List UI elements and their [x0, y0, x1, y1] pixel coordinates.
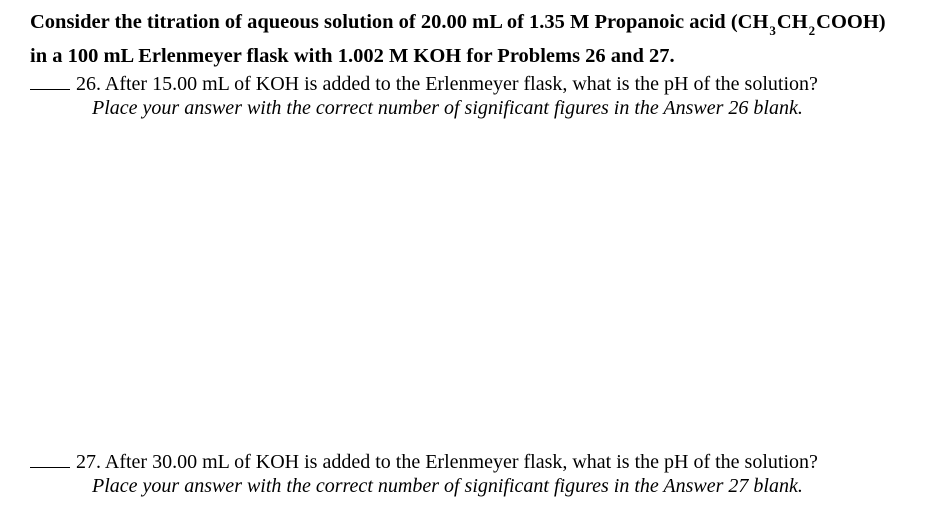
intro-line-1-suffix: COOH) [816, 11, 886, 33]
intro-line-1-prefix: Consider the titration of aqueous solution of 20.00 mL of 1.35 M Propanoic acid (CH [30, 11, 769, 33]
problem-26-question: 26. After 15.00 mL of KOH is added to the Erlenmeyer flask, what is the pH of the solution? [76, 73, 818, 95]
subscript-2: 2 [808, 23, 816, 38]
intro-line-1 [30, 6, 935, 40]
problem-27-question-line [30, 450, 935, 474]
problem-27 [30, 450, 935, 498]
problem-26 [30, 72, 935, 120]
intro-formula-mid: CH [776, 11, 808, 33]
intro-line-2: in a 100 mL Erlenmeyer flask with 1.002 M KOH for Problems 26 and 27. [30, 45, 675, 67]
problem-26-instruction: Place your answer with the correct number of significant figures in the Answer 26 blank. [92, 97, 803, 119]
subscript-3: 3 [769, 23, 776, 38]
problem-27-instruction: Place your answer with the correct number of significant figures in the Answer 27 blank. [92, 475, 803, 497]
problem-intro [30, 6, 935, 73]
answer-27-blank[interactable] [30, 466, 70, 468]
problem-26-question-line [30, 72, 935, 96]
problem-27-question: 27. After 30.00 mL of KOH is added to the Erlenmeyer flask, what is the pH of the solution? [76, 451, 818, 473]
answer-26-blank[interactable] [30, 88, 70, 90]
